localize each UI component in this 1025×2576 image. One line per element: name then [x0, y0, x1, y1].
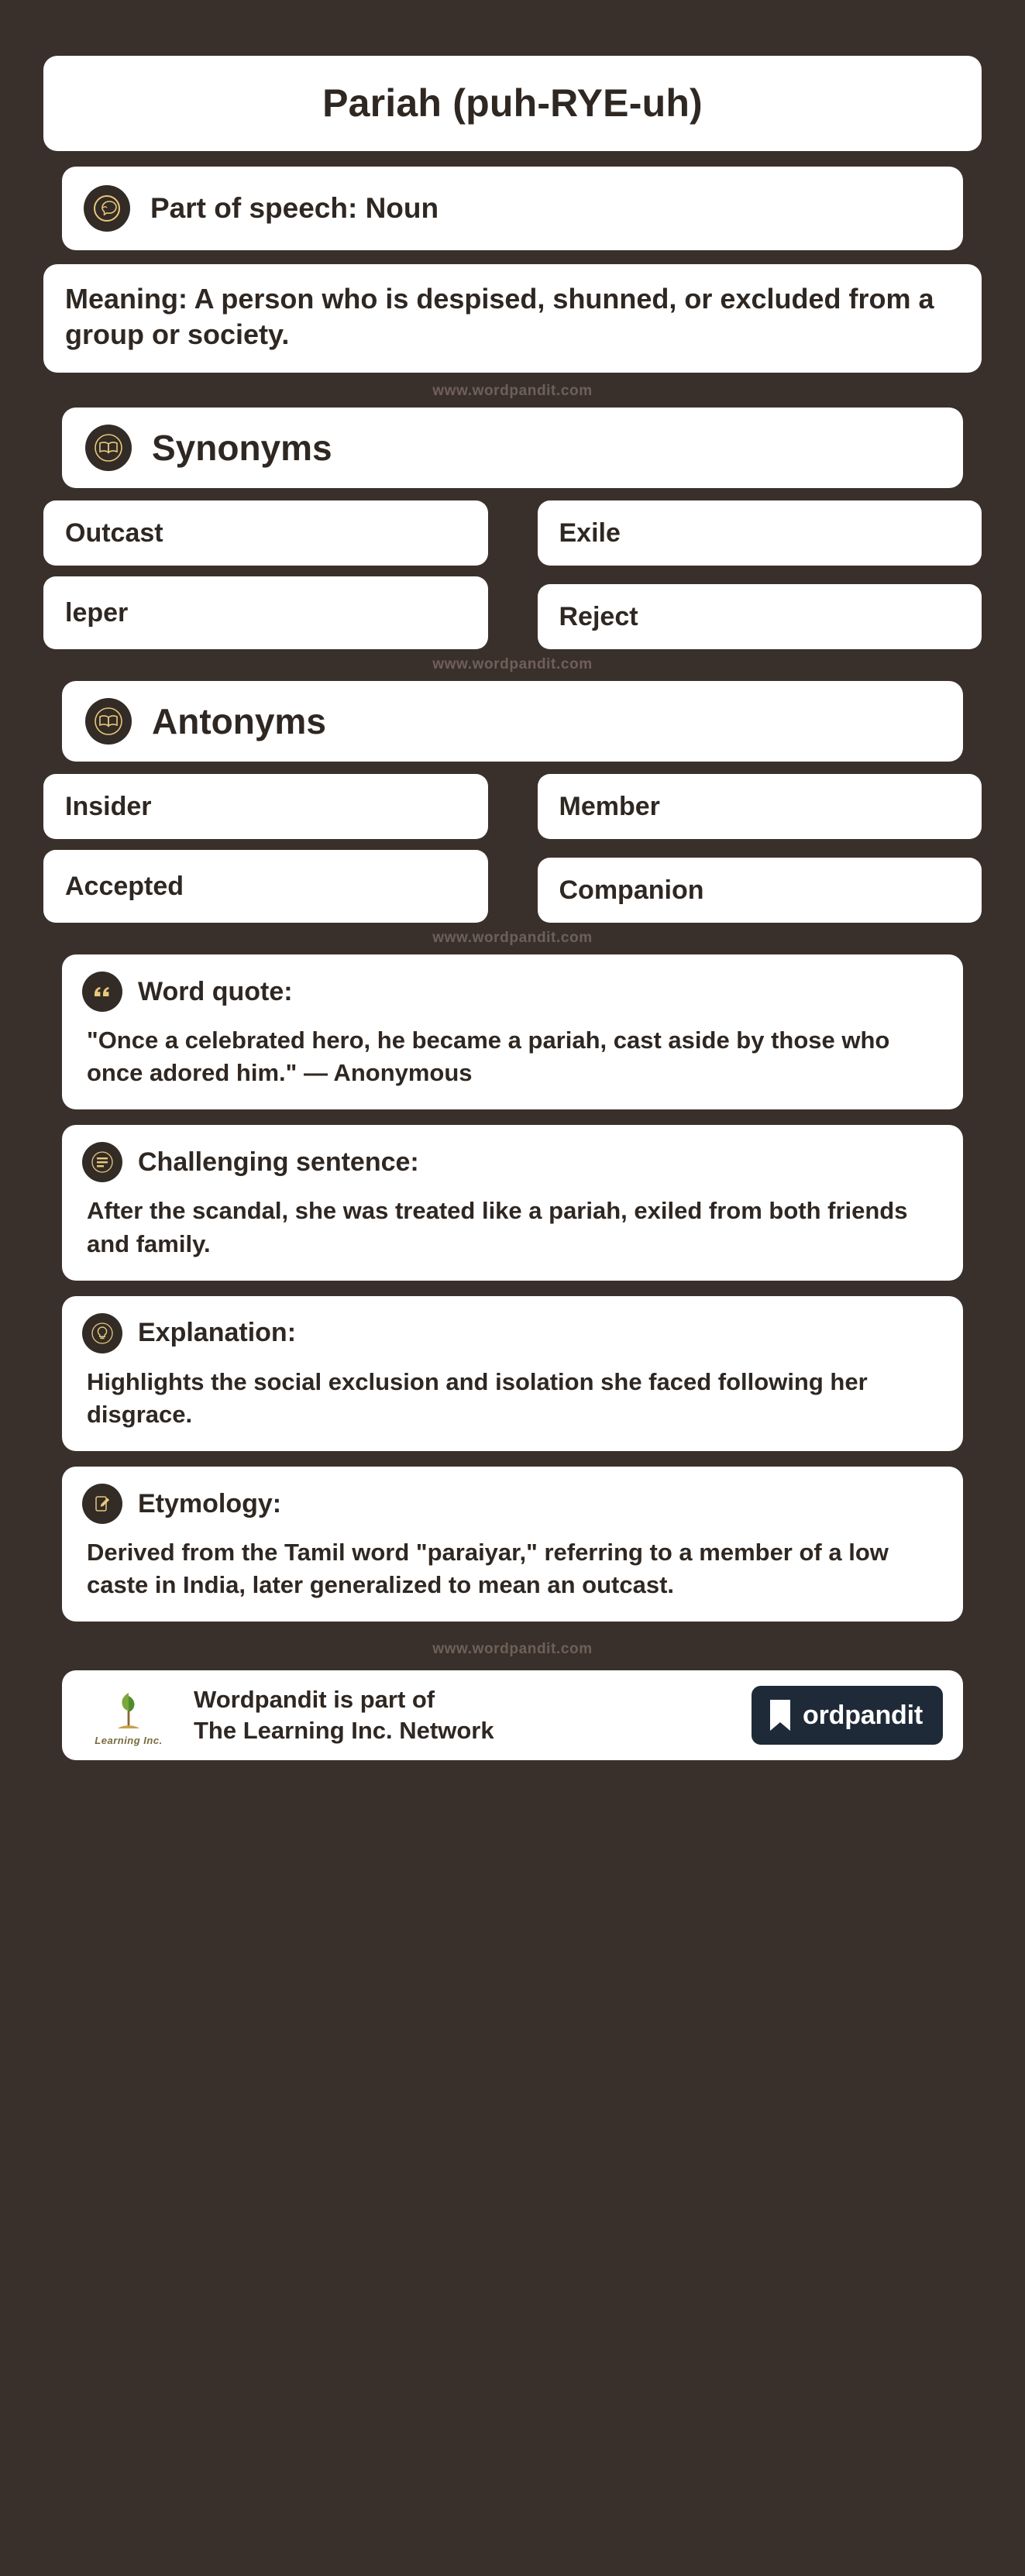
- lightbulb-icon: [82, 1313, 122, 1353]
- quote-icon: [82, 972, 122, 1012]
- watermark-1: www.wordpandit.com: [432, 383, 593, 400]
- watermark-3: www.wordpandit.com: [432, 930, 593, 947]
- part-of-speech-label: Part of speech: Noun: [150, 192, 439, 224]
- antonyms-heading: Antonyms: [152, 701, 326, 742]
- synonyms-grid: [43, 500, 982, 649]
- etymology-text: Derived from the Tamil word "paraiyar," referring to a member of a low caste in India, later generalized to mean an outcast.: [87, 1539, 889, 1599]
- explanation-heading: Explanation:: [138, 1318, 297, 1348]
- word-quote-card: [62, 954, 963, 1109]
- antonyms-heading-card: [62, 681, 963, 762]
- synonyms-heading-card: [62, 408, 963, 488]
- challenging-sentence-card: [62, 1125, 963, 1280]
- explanation-card: [62, 1296, 963, 1451]
- open-book-icon: [85, 698, 132, 745]
- watermark-4: www.wordpandit.com: [432, 1641, 593, 1658]
- footer-text: [194, 1684, 733, 1745]
- synonym-item: Exile: [538, 500, 982, 566]
- explanation-text: Highlights the social exclusion and isolation she faced following her disgrace.: [87, 1367, 868, 1428]
- meaning-card: [43, 264, 982, 373]
- footer-logo-caption: Learning Inc.: [95, 1734, 163, 1746]
- watermark-2: www.wordpandit.com: [432, 656, 593, 673]
- footer-text-line1: Wordpandit is part of: [194, 1686, 435, 1714]
- brand-name: ordpandit: [803, 1700, 923, 1730]
- antonym-item: Accepted: [43, 850, 488, 923]
- explanation-header: [82, 1313, 943, 1353]
- antonym-item: Companion: [538, 858, 982, 923]
- meaning-text: Meaning: A person who is despised, shunned, or excluded from a group or society.: [65, 283, 934, 351]
- footer-text-line2: The Learning Inc. Network: [194, 1717, 494, 1745]
- etymology-heading: Etymology:: [138, 1488, 282, 1518]
- speaking-head-icon: [84, 185, 130, 232]
- part-of-speech-card: [62, 167, 963, 250]
- antonyms-grid: [43, 774, 982, 923]
- challenging-sentence-text: After the scandal, she was treated like a pariah, exiled from both friends and family.: [87, 1197, 908, 1257]
- word-title-card: [43, 56, 982, 151]
- antonym-item: Member: [538, 774, 982, 839]
- wordpandit-brand[interactable]: [752, 1686, 943, 1745]
- word-quote-heading: Word quote:: [138, 976, 293, 1006]
- challenging-sentence-heading: Challenging sentence:: [138, 1147, 419, 1177]
- etymology-card: [62, 1467, 963, 1622]
- etymology-header: [82, 1484, 943, 1524]
- synonym-item: Outcast: [43, 500, 488, 566]
- page-title: Pariah (puh-RYE-uh): [322, 81, 703, 125]
- word-quote-text: "Once a celebrated hero, he became a pariah, cast aside by those who once adored him." — Anonymous: [87, 1027, 890, 1087]
- writing-hand-icon: [82, 1484, 122, 1524]
- synonym-item: Reject: [538, 584, 982, 649]
- antonym-item: Insider: [43, 774, 488, 839]
- word-quote-header: [82, 972, 943, 1012]
- footer-card: [62, 1670, 963, 1759]
- open-book-icon: [85, 425, 132, 471]
- synonyms-heading: Synonyms: [152, 428, 332, 469]
- tree-logo-icon: [82, 1685, 175, 1746]
- challenging-sentence-header: [82, 1142, 943, 1182]
- document-lines-icon: [82, 1142, 122, 1182]
- synonym-item: leper: [43, 576, 488, 649]
